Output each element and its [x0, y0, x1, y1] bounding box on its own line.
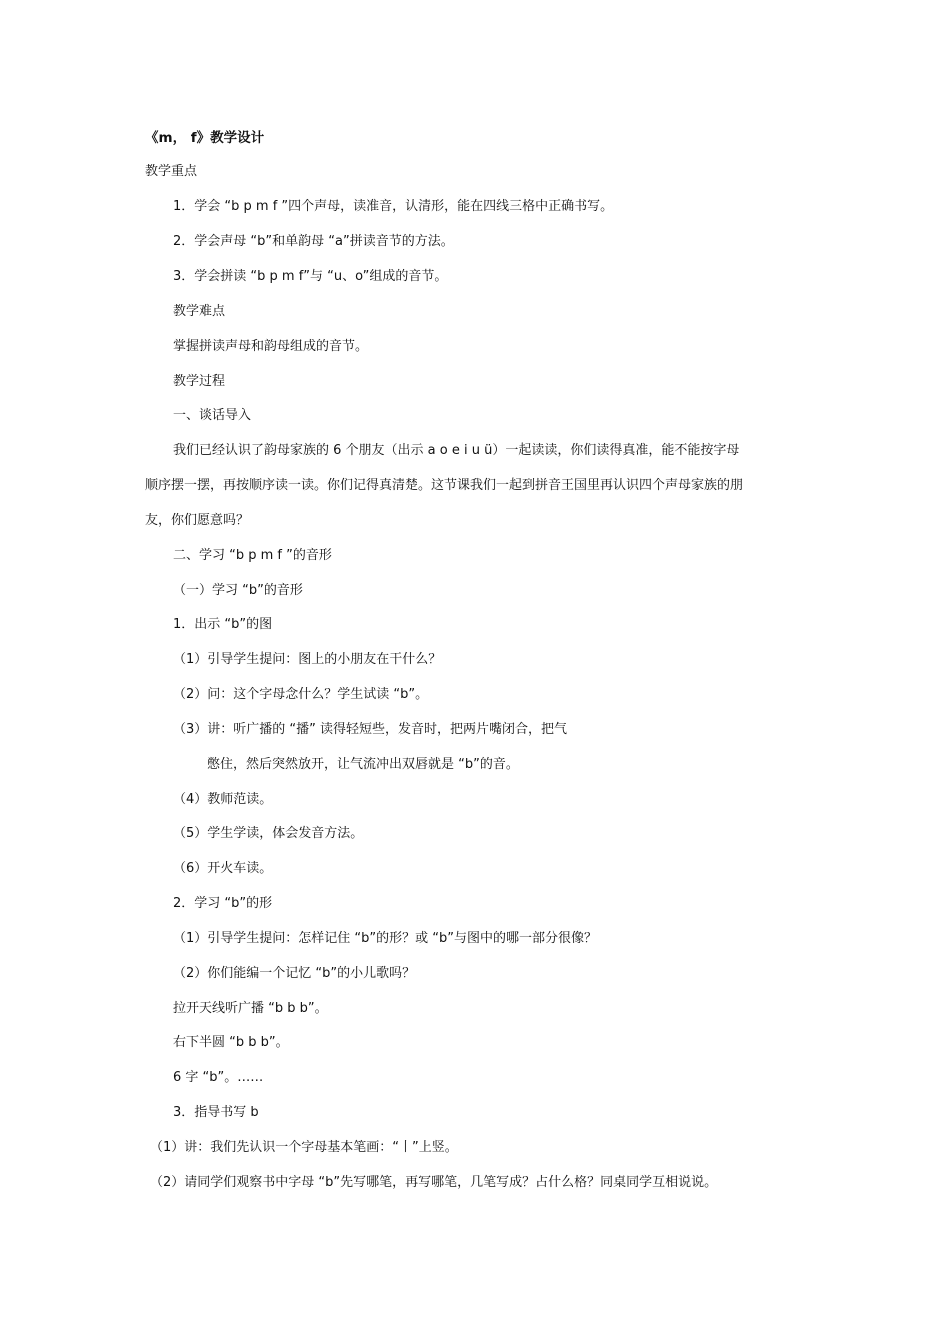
list-item: （5）学生学读，体会发音方法。: [173, 826, 364, 841]
step-item: 3．指导书写 b: [173, 1105, 259, 1120]
list-item: （2）你们能编一个记忆 “b”的小儿歌吗？: [173, 966, 416, 981]
rhyme-line: 右下半圆 “b b b”。: [173, 1035, 289, 1050]
subheading-learn-bpmf: 二、学习 “b p m f ”的音形: [173, 548, 332, 563]
list-item: （1）引导学生提问：怎样记住 “b”的形？或 “b”与图中的哪一部分很像？: [173, 931, 597, 946]
subheading-intro: 一、谈话导入: [173, 408, 252, 423]
step-item: 2．学习 “b”的形: [173, 896, 273, 911]
section-heading-key-points: 教学重点: [145, 164, 198, 179]
key-point-2: 2．学会声母 “b”和单韵母 “a”拼读音节的方法。: [173, 234, 454, 249]
paragraph-line: 友，你们愿意吗？: [145, 513, 250, 528]
list-item: （2）问：这个字母念什么？学生试读 “b”。: [173, 687, 429, 702]
list-item: （3）讲：听广播的 “播” 读得轻短些，发音时，把两片嘴闭合，把气: [173, 722, 568, 737]
list-item: （6）开火车读。: [173, 861, 273, 876]
paragraph-line: 顺序摆一摆，再按顺序读一读。你们记得真清楚。这节课我们一起到拼音王国里再认识四个声母家族的朋: [145, 478, 744, 493]
step-item: 1．出示 “b”的图: [173, 617, 273, 632]
list-item: （1）讲：我们先认识一个字母基本笔画：“丨”上竖。: [150, 1140, 458, 1155]
list-item: （2）请同学们观察书中字母 “b”先写哪笔，再写哪笔，几笔写成？占什么格？同桌同学互相说说。: [150, 1175, 718, 1190]
difficulty-text: 掌握拼读声母和韵母组成的音节。: [173, 339, 369, 354]
key-point-1: 1．学会 “b p m f ”四个声母，读准音，认清形，能在四线三格中正确书写。: [173, 199, 614, 214]
subheading-learn-b: （一）学习 “b”的音形: [173, 583, 303, 598]
rhyme-line: 6 字 “b”。……: [173, 1070, 264, 1085]
section-heading-difficulties: 教学难点: [173, 304, 226, 319]
list-item-continuation: 憋住，然后突然放开，让气流冲出双唇就是 “b”的音。: [207, 757, 519, 772]
section-heading-process: 教学过程: [173, 374, 226, 389]
list-item: （1）引导学生提问：图上的小朋友在干什么？: [173, 652, 442, 667]
rhyme-line: 拉开天线听广播 “b b b”。: [173, 1001, 328, 1016]
list-item: （4）教师范读。: [173, 792, 273, 807]
paragraph-line: 我们已经认识了韵母家族的 6 个朋友（出示 a o e i u ü）一起读读，你们读得真准，能不能按字母: [173, 443, 740, 458]
key-point-3: 3．学会拼读 “b p m f”与 “u、o”组成的音节。: [173, 269, 448, 284]
document-title: 《m， f》教学设计: [145, 130, 265, 146]
